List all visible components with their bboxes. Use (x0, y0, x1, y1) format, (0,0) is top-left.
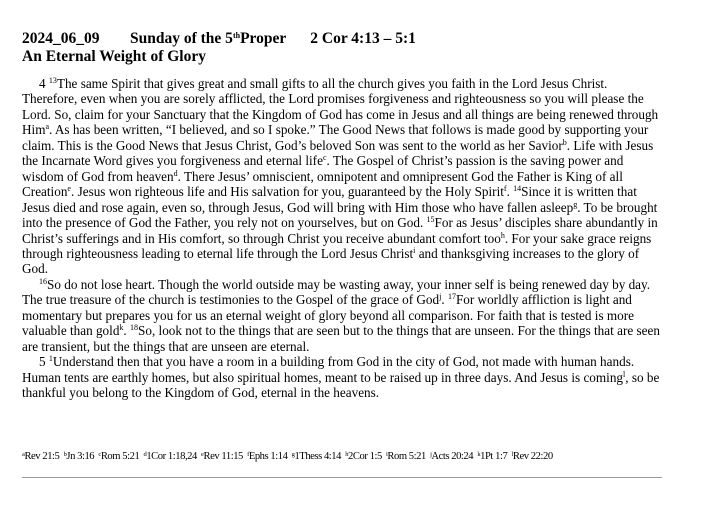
verse-text: . Life with Jesus the Incarnate Word gives you forgiveness and eternal life (22, 137, 654, 169)
footnote-reference: 1Cor 1:18,24 (146, 451, 197, 462)
verse-number: 14 (513, 184, 522, 194)
document-header (22, 30, 682, 66)
verse-number: 1 (48, 354, 53, 364)
footnote-letter: j (430, 450, 432, 458)
footnote-letter: a (22, 450, 25, 458)
verse-text: . For your sake grace reigns through righteousness leading to eternal life through the Lord Jesus Christ (22, 230, 652, 261)
footnote-reference: Jn 3:16 (66, 451, 95, 462)
verse-text: Understand then that you have a room in a building from God in the city of God, not made with human hands. Human tents are earthly homes, but also spiritual homes, meant to be raised up in three days. And Jesus is coming (22, 354, 635, 385)
verse-number: 16 (39, 276, 47, 286)
footnote-reference: Rev 22:20 (512, 451, 553, 462)
footnote-letter: b (63, 450, 67, 458)
verse-text: and thanksgiving increases to the glory of God. (22, 245, 640, 277)
verse-text: . The Gospel of Christ’s passion is the saving power and wisdom of God from heaven (22, 153, 624, 184)
footnote-mark: e (67, 184, 71, 194)
verse-text: . As has been written, “I believed, and so I spoke.” The Good News that follows is made good by supporting your claim. This is the Good News that Jesus Christ, God’s beloved Son was sent to the world as her Savior (22, 122, 649, 153)
footnote-letter: e (201, 450, 204, 458)
verse-text: The same Spirit that gives great and small gifts to all the church gives you faith in the Lord Jesus Christ. Therefore, even when you are sorely afflicted, the Lord promises forgiveness and righteousness so you will please the Lord. So, claim for your Sanctuary that the Kingdom of God has come in Jesus and all things are being renewed through Him (22, 76, 659, 138)
verse-number: 15 (426, 215, 435, 225)
paragraph-verse-16 (22, 277, 664, 354)
verse-text: So do not lose heart. Though the world outside may be wasting away, your inner self is being renewed day by day. The true treasure of the church is testimonies to the Gospel of the grace of God (22, 276, 651, 308)
footnote-item (144, 451, 197, 462)
footnote-item (247, 451, 287, 462)
footnote-mark: b (562, 137, 567, 147)
footnote-letter: c (98, 450, 101, 458)
day-prefix: Sunday of the 5 (130, 30, 233, 47)
footnote-item (98, 451, 139, 462)
footnote-item (201, 451, 243, 462)
verse-text: . There Jesus’ omniscient, omnipotent and omnipresent God the Father is King of all Creation (22, 168, 623, 200)
footnote-mark: i (413, 245, 416, 255)
verse-number: 17 (447, 292, 456, 302)
paragraph-chapter-5 (22, 354, 664, 400)
footnote-mark: j (439, 292, 442, 302)
verse-text: , so be thankful you belong to the Kingdom of God, eternal in the heavens. (22, 369, 660, 401)
scripture-reference: 2 Cor 4:13 – 5:1 (310, 30, 416, 47)
verse-text: . Jesus won righteous life and His salvation for you, guaranteed by the Holy Spirit (70, 184, 504, 200)
footnote-mark: h (500, 230, 505, 240)
verse-text: So, look not to the things that are seen but to the things that are unseen. For the things that are seen are transient, but the things that are unseen are eternal. (22, 323, 660, 354)
verse-text: . To be brought into the presence of God the Father, you rely not on yourselves, but on God. (22, 199, 658, 231)
footnote-item (477, 451, 507, 462)
footnote-mark: d (173, 168, 178, 178)
footnote-letter: f (247, 450, 249, 458)
footnote-item (512, 451, 553, 462)
day-ordinal-suffix: th (232, 31, 241, 40)
paragraph-chapter-4 (22, 76, 664, 277)
footnote-reference: Acts 20:24 (431, 451, 474, 462)
footnote-item (64, 451, 95, 462)
footnote-letter: k (477, 450, 481, 458)
footnote-reference: Rom 5:21 (100, 451, 140, 462)
verse-text: For as Jesus’ disciples share abundantly in Christ’s sufferings and in His comfort, so through Christ you receive abundant comfort too (22, 215, 658, 246)
footnote-item (292, 451, 341, 462)
verse-text: . (441, 292, 448, 308)
footnote-reference: 1Pt 1:7 (480, 451, 508, 462)
verse-text: . (506, 184, 514, 200)
day-suffix: Proper (240, 30, 287, 47)
footnote-letter: i (386, 450, 388, 458)
footnote-mark: l (623, 369, 626, 379)
footnote-item (345, 451, 382, 462)
footnote-item (386, 451, 426, 462)
footnote-letter: l (511, 450, 513, 458)
footnote-reference: Rev 21:5 (24, 451, 60, 462)
footnote-mark: f (503, 184, 507, 194)
footnote-divider (22, 477, 662, 478)
footnote-list (22, 450, 555, 464)
verse-number: 18 (130, 323, 139, 333)
footnote-reference: Ephs 1:14 (248, 451, 288, 462)
footnote-reference: 2Cor 1:5 (348, 451, 382, 462)
footnote-item (430, 451, 473, 462)
footnote-letter: d (143, 450, 147, 458)
footnote-mark: c (322, 153, 327, 163)
verse-text: Since it is written that Jesus died and rose again, even so, through Jesus, God will bring with Him those who have fallen asleep (22, 184, 637, 215)
verse-number: 13 (48, 76, 57, 85)
verse-text: . (123, 323, 131, 339)
footnote-mark: g (573, 199, 578, 209)
footnote-mark: k (119, 323, 124, 333)
sermon-date: 2024_06_09 (22, 30, 100, 47)
footnote-item (22, 451, 59, 462)
liturgical-day (130, 30, 286, 48)
footnote-reference: Rom 5:21 (387, 451, 426, 462)
sermon-title: An Eternal Weight of Glory (22, 48, 206, 65)
document-body (22, 76, 664, 401)
chapter-number: 5 (39, 354, 49, 370)
footnote-mark: a (45, 122, 50, 132)
header-line (22, 30, 682, 48)
verse-text: For worldly affliction is light and momentary but prepares you for us an eternal weight of glory beyond all comparison. For faith that is tested is more valuable than gold (22, 292, 634, 339)
footnote-reference: 1Thess 4:14 (294, 451, 341, 462)
footnote-reference: Rev 11:15 (203, 451, 243, 462)
chapter-number: 4 (39, 76, 49, 91)
footnote-letter: g (291, 450, 295, 458)
footnote-letter: h (345, 450, 349, 458)
